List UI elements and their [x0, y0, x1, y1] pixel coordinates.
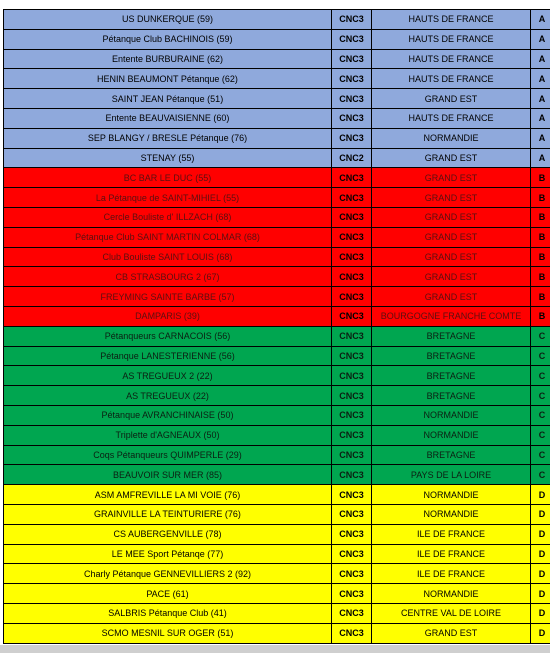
table-row: [4, 128, 550, 148]
region-cell: GRAND EST: [372, 267, 531, 287]
region-cell: NORMANDIE: [372, 425, 531, 445]
group-cell: B: [531, 188, 550, 208]
division-cell: CNC3: [332, 128, 372, 148]
division-cell: CNC3: [332, 306, 372, 326]
table-row: [4, 247, 550, 267]
club-name-cell: AS TREGUEUX (22): [4, 386, 332, 406]
group-cell: B: [531, 227, 550, 247]
group-cell: D: [531, 524, 550, 544]
division-cell: CNC3: [332, 445, 372, 465]
region-cell: ILE DE FRANCE: [372, 524, 531, 544]
division-cell: CNC3: [332, 69, 372, 89]
region-cell: NORMANDIE: [372, 405, 531, 425]
region-cell: GRAND EST: [372, 207, 531, 227]
group-cell: C: [531, 366, 550, 386]
group-cell: C: [531, 346, 550, 366]
group-cell: A: [531, 10, 550, 30]
table-row: [4, 386, 550, 406]
division-cell: CNC3: [332, 346, 372, 366]
group-cell: D: [531, 504, 550, 524]
group-cell: C: [531, 445, 550, 465]
club-name-cell: PACE (61): [4, 584, 332, 604]
division-cell: CNC3: [332, 326, 372, 346]
group-cell: A: [531, 128, 550, 148]
club-name-cell: GRAINVILLE LA TEINTURIERE (76): [4, 504, 332, 524]
region-cell: GRAND EST: [372, 148, 531, 168]
region-cell: CENTRE VAL DE LOIRE: [372, 603, 531, 623]
region-cell: NORMANDIE: [372, 485, 531, 505]
club-name-cell: Entente BURBURAINE (62): [4, 49, 332, 69]
group-cell: B: [531, 306, 550, 326]
division-cell: CNC3: [332, 207, 372, 227]
region-cell: HAUTS DE FRANCE: [372, 49, 531, 69]
club-name-cell: STENAY (55): [4, 148, 332, 168]
group-cell: C: [531, 326, 550, 346]
club-name-cell: CS AUBERGENVILLE (78): [4, 524, 332, 544]
table-row: [4, 544, 550, 564]
club-name-cell: AS TREGUEUX 2 (22): [4, 366, 332, 386]
group-cell: A: [531, 29, 550, 49]
groups-table: [3, 9, 550, 644]
table-row: [4, 485, 550, 505]
club-name-cell: Pétanque AVRANCHINAISE (50): [4, 405, 332, 425]
region-cell: BRETAGNE: [372, 346, 531, 366]
group-cell: B: [531, 207, 550, 227]
club-name-cell: ASM AMFREVILLE LA MI VOIE (76): [4, 485, 332, 505]
region-cell: NORMANDIE: [372, 504, 531, 524]
division-cell: CNC3: [332, 584, 372, 604]
table-row: [4, 445, 550, 465]
group-cell: D: [531, 584, 550, 604]
division-cell: CNC3: [332, 544, 372, 564]
table-row: [4, 89, 550, 109]
club-name-cell: LE MEE Sport Pétanqe (77): [4, 544, 332, 564]
region-cell: HAUTS DE FRANCE: [372, 29, 531, 49]
club-name-cell: Entente BEAUVAISIENNE (60): [4, 108, 332, 128]
table-row: [4, 168, 550, 188]
region-cell: GRAND EST: [372, 623, 531, 643]
division-cell: CNC3: [332, 564, 372, 584]
division-cell: CNC3: [332, 247, 372, 267]
group-cell: C: [531, 386, 550, 406]
club-name-cell: HENIN BEAUMONT Pétanque (62): [4, 69, 332, 89]
region-cell: PAYS DE LA LOIRE: [372, 465, 531, 485]
region-cell: GRAND EST: [372, 287, 531, 307]
club-name-cell: BC BAR LE DUC (55): [4, 168, 332, 188]
region-cell: BRETAGNE: [372, 366, 531, 386]
club-name-cell: Cercle Bouliste d' ILLZACH (68): [4, 207, 332, 227]
table-row: [4, 366, 550, 386]
region-cell: GRAND EST: [372, 247, 531, 267]
division-cell: CNC3: [332, 405, 372, 425]
table-row: [4, 287, 550, 307]
division-cell: CNC3: [332, 227, 372, 247]
region-cell: ILE DE FRANCE: [372, 564, 531, 584]
division-cell: CNC2: [332, 148, 372, 168]
region-cell: GRAND EST: [372, 188, 531, 208]
division-cell: CNC3: [332, 29, 372, 49]
region-cell: GRAND EST: [372, 168, 531, 188]
group-cell: C: [531, 425, 550, 445]
region-cell: GRAND EST: [372, 89, 531, 109]
region-cell: BOURGOGNE FRANCHE COMTE: [372, 306, 531, 326]
division-cell: CNC3: [332, 188, 372, 208]
table-row: [4, 405, 550, 425]
group-cell: A: [531, 89, 550, 109]
group-cell: B: [531, 247, 550, 267]
table-row: [4, 188, 550, 208]
club-name-cell: Pétanque Club BACHINOIS (59): [4, 29, 332, 49]
club-name-cell: FREYMING SAINTE BARBE (57): [4, 287, 332, 307]
table-row: [4, 346, 550, 366]
club-name-cell: Pétanqueurs CARNACOIS (56): [4, 326, 332, 346]
division-cell: CNC3: [332, 287, 372, 307]
table-row: [4, 524, 550, 544]
table-row: [4, 267, 550, 287]
table-row: [4, 603, 550, 623]
region-cell: GRAND EST: [372, 227, 531, 247]
table-row: [4, 564, 550, 584]
group-cell: B: [531, 287, 550, 307]
club-name-cell: US DUNKERQUE (59): [4, 10, 332, 30]
table-row: [4, 148, 550, 168]
division-cell: CNC3: [332, 10, 372, 30]
group-cell: D: [531, 564, 550, 584]
table-row: [4, 29, 550, 49]
group-cell: A: [531, 69, 550, 89]
division-cell: CNC3: [332, 485, 372, 505]
division-cell: CNC3: [332, 504, 372, 524]
division-cell: CNC3: [332, 465, 372, 485]
group-cell: C: [531, 405, 550, 425]
club-name-cell: La Pétanque de SAINT-MIHIEL (55): [4, 188, 332, 208]
division-cell: CNC3: [332, 524, 372, 544]
table-row: [4, 326, 550, 346]
table-row: [4, 623, 550, 643]
table-row: [4, 207, 550, 227]
division-cell: CNC3: [332, 603, 372, 623]
division-cell: CNC3: [332, 89, 372, 109]
group-cell: D: [531, 623, 550, 643]
club-name-cell: SCMO MESNIL SUR OGER (51): [4, 623, 332, 643]
division-cell: CNC3: [332, 49, 372, 69]
region-cell: BRETAGNE: [372, 445, 531, 465]
division-cell: CNC3: [332, 623, 372, 643]
region-cell: BRETAGNE: [372, 326, 531, 346]
club-name-cell: DAMPARIS (39): [4, 306, 332, 326]
region-cell: HAUTS DE FRANCE: [372, 108, 531, 128]
table-row: [4, 69, 550, 89]
group-cell: A: [531, 148, 550, 168]
club-name-cell: SEP BLANGY / BRESLE Pétanque (76): [4, 128, 332, 148]
club-name-cell: SALBRIS Pétanque Club (41): [4, 603, 332, 623]
club-name-cell: BEAUVOIR SUR MER (85): [4, 465, 332, 485]
table-row: [4, 49, 550, 69]
group-cell: D: [531, 603, 550, 623]
club-name-cell: Club Bouliste SAINT LOUIS (68): [4, 247, 332, 267]
division-cell: CNC3: [332, 267, 372, 287]
table-row: [4, 108, 550, 128]
club-name-cell: CB STRASBOURG 2 (67): [4, 267, 332, 287]
group-cell: C: [531, 465, 550, 485]
table-row: [4, 584, 550, 604]
groups-table-body: [4, 10, 550, 644]
group-cell: A: [531, 108, 550, 128]
region-cell: NORMANDIE: [372, 128, 531, 148]
club-name-cell: SAINT JEAN Pétanque (51): [4, 89, 332, 109]
group-cell: A: [531, 49, 550, 69]
club-name-cell: Pétanque Club SAINT MARTIN COLMAR (68): [4, 227, 332, 247]
table-row: [4, 10, 550, 30]
division-cell: CNC3: [332, 425, 372, 445]
group-cell: D: [531, 544, 550, 564]
group-cell: B: [531, 267, 550, 287]
club-name-cell: Charly Pétanque GENNEVILLIERS 2 (92): [4, 564, 332, 584]
group-cell: D: [531, 485, 550, 505]
table-row: [4, 306, 550, 326]
region-cell: BRETAGNE: [372, 386, 531, 406]
group-cell: B: [531, 168, 550, 188]
region-cell: HAUTS DE FRANCE: [372, 10, 531, 30]
region-cell: ILE DE FRANCE: [372, 544, 531, 564]
division-cell: CNC3: [332, 366, 372, 386]
region-cell: NORMANDIE: [372, 584, 531, 604]
region-cell: HAUTS DE FRANCE: [372, 69, 531, 89]
table-row: [4, 227, 550, 247]
table-row: [4, 465, 550, 485]
club-name-cell: Pétanque LANESTERIENNE (56): [4, 346, 332, 366]
club-name-cell: Triplette d'AGNEAUX (50): [4, 425, 332, 445]
club-name-cell: Coqs Pétanqueurs QUIMPERLE (29): [4, 445, 332, 465]
division-cell: CNC3: [332, 386, 372, 406]
page-footer-rule: [0, 645, 550, 653]
division-cell: CNC3: [332, 108, 372, 128]
division-cell: CNC3: [332, 168, 372, 188]
table-row: [4, 504, 550, 524]
table-row: [4, 425, 550, 445]
